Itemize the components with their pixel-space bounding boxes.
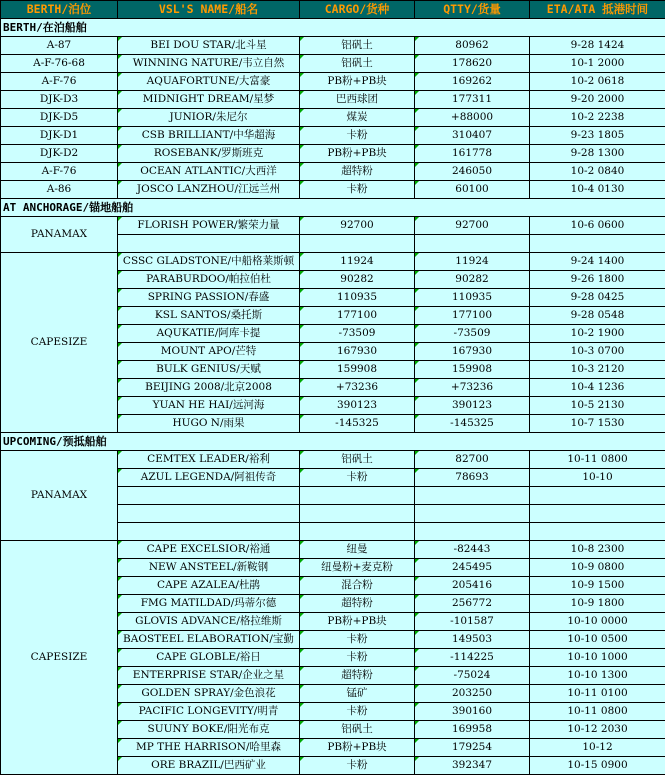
table-row	[1, 541, 665, 559]
vessel-cell[interactable]: GLOVIS ADVANCE/格拉维斯	[118, 613, 300, 631]
cargo-cell[interactable]: 混合粉	[300, 577, 415, 595]
table-row	[1, 145, 665, 163]
vessel-cell[interactable]: GOLDEN SPRAY/金色浪花	[118, 685, 300, 703]
qtty-cell[interactable]	[415, 487, 530, 505]
qtty-cell[interactable]: 177100	[415, 307, 530, 325]
vessel-cell[interactable]: SPRING PASSION/春盛	[118, 289, 300, 307]
eta-cell[interactable]: 10-2 2238	[530, 109, 665, 127]
berth-cell[interactable]: A-86	[1, 181, 118, 199]
cargo-cell[interactable]: 卡粉	[300, 703, 415, 721]
cargo-cell[interactable]: 90282	[300, 271, 415, 289]
cargo-cell[interactable]: 铝矾土	[300, 37, 415, 55]
eta-cell[interactable]: 10-11 0800	[530, 451, 665, 469]
eta-cell[interactable]: 9-26 1800	[530, 271, 665, 289]
vessel-cell[interactable]	[118, 523, 300, 541]
vessel-cell[interactable]: CAPE EXCELSIOR/裕通	[118, 541, 300, 559]
cargo-cell[interactable]: 铝矾土	[300, 451, 415, 469]
table-row	[1, 91, 665, 109]
cargo-cell[interactable]: 110935	[300, 289, 415, 307]
cargo-cell[interactable]: 超特粉	[300, 163, 415, 181]
vessel-cell[interactable]: CAPE AZALEA/杜鹃	[118, 577, 300, 595]
group-label-panamax[interactable]: PANAMAX	[1, 217, 118, 253]
table-row	[1, 451, 665, 469]
vessel-cell[interactable]: YUAN HE HAI/远河海	[118, 397, 300, 415]
section-title[interactable]: UPCOMING/预抵船舶	[1, 433, 665, 451]
vessel-cell[interactable]: JUNIOR/朱尼尔	[118, 109, 300, 127]
eta-cell[interactable]	[530, 523, 665, 541]
vessel-cell[interactable]: CSB BRILLIANT/中华超海	[118, 127, 300, 145]
eta-cell[interactable]: 10-5 2130	[530, 397, 665, 415]
cargo-cell[interactable]: +73236	[300, 379, 415, 397]
cargo-cell[interactable]	[300, 505, 415, 523]
vessel-cell[interactable]: FLORISH POWER/繁荣力量	[118, 217, 300, 235]
qtty-cell[interactable]: 11924	[415, 253, 530, 271]
group-label-panamax[interactable]: PANAMAX	[1, 451, 118, 541]
qtty-cell[interactable]: -82443	[415, 541, 530, 559]
vessel-cell[interactable]: PARABURDOO/帕拉伯杜	[118, 271, 300, 289]
vessel-cell[interactable]: CEMTEX LEADER/裕利	[118, 451, 300, 469]
col-header-cargo[interactable]: CARGO/货种	[300, 1, 415, 19]
cargo-cell[interactable]: 超特粉	[300, 595, 415, 613]
group-label-capesize[interactable]: CAPESIZE	[1, 541, 118, 775]
vessel-cell[interactable]	[118, 235, 300, 253]
vessel-cell[interactable]: ORE BRAZIL/巴西矿业	[118, 757, 300, 775]
qtty-cell[interactable]: +88000	[415, 109, 530, 127]
qtty-cell[interactable]: +73236	[415, 379, 530, 397]
qtty-cell[interactable]: 177311	[415, 91, 530, 109]
vessel-cell[interactable]: AZUL LEGENDA/阿祖传奇	[118, 469, 300, 487]
qtty-cell[interactable]: 203250	[415, 685, 530, 703]
eta-cell[interactable]: 10-12 2030	[530, 721, 665, 739]
eta-cell[interactable]: 9-28 0548	[530, 307, 665, 325]
berth-cell[interactable]: DJK-D5	[1, 109, 118, 127]
qtty-cell[interactable]: -145325	[415, 415, 530, 433]
section-row-berth	[1, 19, 665, 37]
qtty-cell[interactable]: 110935	[415, 289, 530, 307]
vessel-cell[interactable]: BEI DOU STAR/北斗星	[118, 37, 300, 55]
vessel-cell[interactable]	[118, 487, 300, 505]
eta-cell[interactable]: 10-2 1900	[530, 325, 665, 343]
eta-cell[interactable]: 10-12	[530, 739, 665, 757]
cargo-cell[interactable]	[300, 235, 415, 253]
eta-cell[interactable]: 10-10 1300	[530, 667, 665, 685]
berth-cell[interactable]: DJK-D1	[1, 127, 118, 145]
qtty-cell[interactable]: 169262	[415, 73, 530, 91]
cargo-cell[interactable]: 巴西球团	[300, 91, 415, 109]
vessel-cell[interactable]	[118, 505, 300, 523]
table-row	[1, 37, 665, 55]
eta-cell[interactable]: 10-2 0618	[530, 73, 665, 91]
table-row	[1, 109, 665, 127]
cargo-cell[interactable]: PB粉+PB块	[300, 739, 415, 757]
vessel-cell[interactable]: AQUAFORTUNE/大富豪	[118, 73, 300, 91]
eta-cell[interactable]: 10-10 0000	[530, 613, 665, 631]
cargo-cell[interactable]: 煤炭	[300, 109, 415, 127]
qtty-cell[interactable]: 82700	[415, 451, 530, 469]
eta-cell[interactable]: 10-10 0500	[530, 631, 665, 649]
vessel-cell[interactable]: KSL SANTOS/桑托斯	[118, 307, 300, 325]
eta-cell[interactable]: 10-2 0840	[530, 163, 665, 181]
qtty-cell[interactable]: 90282	[415, 271, 530, 289]
qtty-cell[interactable]: 80962	[415, 37, 530, 55]
qtty-cell[interactable]: 390160	[415, 703, 530, 721]
col-header-qtty[interactable]: QTTY/货量	[415, 1, 530, 19]
vessel-cell[interactable]: AQUKATIE/阿库卡提	[118, 325, 300, 343]
cargo-cell[interactable]: 11924	[300, 253, 415, 271]
qtty-cell[interactable]: 178620	[415, 55, 530, 73]
table-row	[1, 163, 665, 181]
table-body	[1, 1, 665, 775]
qtty-cell[interactable]	[415, 523, 530, 541]
section-row-upcoming	[1, 433, 665, 451]
eta-cell[interactable]: 10-11 0800	[530, 703, 665, 721]
qtty-cell[interactable]: 392347	[415, 757, 530, 775]
berth-cell[interactable]: A-F-76	[1, 73, 118, 91]
qtty-cell[interactable]: 60100	[415, 181, 530, 199]
cargo-cell[interactable]	[300, 523, 415, 541]
qtty-cell[interactable]: 245495	[415, 559, 530, 577]
vessel-cell[interactable]: BAOSTEEL ELABORATION/宝勤	[118, 631, 300, 649]
col-header-berth[interactable]: BERTH/泊位	[1, 1, 118, 19]
col-header-eta[interactable]: ETA/ATA 抵港时间	[530, 1, 665, 19]
eta-cell[interactable]: 10-6 0600	[530, 217, 665, 235]
qtty-cell[interactable]: -114225	[415, 649, 530, 667]
eta-cell[interactable]: 10-8 2300	[530, 541, 665, 559]
vessel-cell[interactable]: MOUNT APO/芒特	[118, 343, 300, 361]
cargo-cell[interactable]: 卡粉	[300, 757, 415, 775]
qtty-cell[interactable]: -75024	[415, 667, 530, 685]
eta-cell[interactable]: 10-10 1000	[530, 649, 665, 667]
table-row	[1, 73, 665, 91]
qtty-cell[interactable]: 169958	[415, 721, 530, 739]
cargo-cell[interactable]: 纽曼粉+麦克粉	[300, 559, 415, 577]
qtty-cell[interactable]: 246050	[415, 163, 530, 181]
vessel-cell[interactable]: BEIJING 2008/北京2008	[118, 379, 300, 397]
eta-cell[interactable]: 10-3 0700	[530, 343, 665, 361]
qtty-cell[interactable]: 179254	[415, 739, 530, 757]
eta-cell[interactable]: 10-1 2000	[530, 55, 665, 73]
qtty-cell[interactable]: 78693	[415, 469, 530, 487]
cargo-cell[interactable]: 159908	[300, 361, 415, 379]
qtty-cell[interactable]: 390123	[415, 397, 530, 415]
cargo-cell[interactable]: 卡粉	[300, 127, 415, 145]
eta-cell[interactable]: 10-9 1800	[530, 595, 665, 613]
table-row	[1, 217, 665, 235]
eta-cell[interactable]: 10-15 0900	[530, 757, 665, 775]
eta-cell[interactable]: 9-28 1424	[530, 37, 665, 55]
cargo-cell[interactable]: 卡粉	[300, 469, 415, 487]
qtty-cell[interactable]: 205416	[415, 577, 530, 595]
table-row	[1, 55, 665, 73]
eta-cell[interactable]: 10-11 0100	[530, 685, 665, 703]
berth-cell[interactable]: DJK-D2	[1, 145, 118, 163]
cargo-cell[interactable]: 超特粉	[300, 667, 415, 685]
eta-cell[interactable]	[530, 505, 665, 523]
cargo-cell[interactable]: PB粉+PB块	[300, 145, 415, 163]
eta-cell[interactable]: 10-7 1530	[530, 415, 665, 433]
eta-cell[interactable]: 9-24 1400	[530, 253, 665, 271]
table-row	[1, 253, 665, 271]
vessel-cell[interactable]: BULK GENIUS/天赋	[118, 361, 300, 379]
header-row	[1, 1, 665, 19]
eta-cell[interactable]	[530, 235, 665, 253]
table-row	[1, 127, 665, 145]
qtty-cell[interactable]: 310407	[415, 127, 530, 145]
cargo-cell[interactable]: PB粉+PB块	[300, 73, 415, 91]
eta-cell[interactable]: 10-10	[530, 469, 665, 487]
vessel-cell[interactable]: CSSC GLADSTONE/中船格莱斯顿	[118, 253, 300, 271]
table-row	[1, 181, 665, 199]
group-label-capesize[interactable]: CAPESIZE	[1, 253, 118, 433]
vessel-cell[interactable]: MP THE HARRISON/哈里森	[118, 739, 300, 757]
qtty-cell[interactable]: 167930	[415, 343, 530, 361]
berth-cell[interactable]: A-F-76-68	[1, 55, 118, 73]
cargo-cell[interactable]: 纽曼	[300, 541, 415, 559]
eta-cell[interactable]: 10-9 1500	[530, 577, 665, 595]
eta-cell[interactable]: 10-4 1236	[530, 379, 665, 397]
vessel-cell[interactable]: OCEAN ATLANTIC/大西洋	[118, 163, 300, 181]
qtty-cell[interactable]: 92700	[415, 217, 530, 235]
vessel-cell[interactable]: SUUNY BOKE/阳光布克	[118, 721, 300, 739]
cargo-cell[interactable]: 390123	[300, 397, 415, 415]
cargo-cell[interactable]: 卡粉	[300, 649, 415, 667]
vessel-cell[interactable]: JOSCO LANZHOU/江远兰州	[118, 181, 300, 199]
cargo-cell[interactable]: 卡粉	[300, 181, 415, 199]
berth-cell[interactable]: DJK-D3	[1, 91, 118, 109]
eta-cell[interactable]	[530, 487, 665, 505]
qtty-cell[interactable]: -73509	[415, 325, 530, 343]
section-row-anchorage	[1, 199, 665, 217]
cargo-cell[interactable]: 铝矾土	[300, 721, 415, 739]
vessel-cell[interactable]: HUGO N/雨果	[118, 415, 300, 433]
cargo-cell[interactable]: 铝矾土	[300, 55, 415, 73]
cargo-cell[interactable]: 167930	[300, 343, 415, 361]
cargo-cell[interactable]: -145325	[300, 415, 415, 433]
vessel-cell[interactable]: ROSEBANK/罗斯班克	[118, 145, 300, 163]
eta-cell[interactable]: 9-28 0425	[530, 289, 665, 307]
vessel-cell[interactable]: FMG MATILDAD/玛蒂尔德	[118, 595, 300, 613]
cargo-cell[interactable]: 177100	[300, 307, 415, 325]
eta-cell[interactable]: 10-3 2120	[530, 361, 665, 379]
qtty-cell[interactable]: -101587	[415, 613, 530, 631]
eta-cell[interactable]: 9-28 1300	[530, 145, 665, 163]
cargo-cell[interactable]: 92700	[300, 217, 415, 235]
qtty-cell[interactable]	[415, 235, 530, 253]
eta-cell[interactable]: 9-23 1805	[530, 127, 665, 145]
qtty-cell[interactable]: 159908	[415, 361, 530, 379]
col-header-vessel[interactable]: VSL'S NAME/船名	[118, 1, 300, 19]
vessel-cell[interactable]: NEW ANSTEEL/新鞍钢	[118, 559, 300, 577]
qtty-cell[interactable]: 161778	[415, 145, 530, 163]
vessel-cell[interactable]: ENTERPRISE STAR/企业之星	[118, 667, 300, 685]
section-title[interactable]: BERTH/在泊船舶	[1, 19, 665, 37]
qtty-cell[interactable]: 256772	[415, 595, 530, 613]
vessel-cell[interactable]: PACIFIC LONGEVITY/明青	[118, 703, 300, 721]
cargo-cell[interactable]: 锰矿	[300, 685, 415, 703]
vessel-cell[interactable]: CAPE GLOBLE/裕日	[118, 649, 300, 667]
berth-cell[interactable]: A-F-76	[1, 163, 118, 181]
eta-cell[interactable]: 10-9 0800	[530, 559, 665, 577]
eta-cell[interactable]: 9-20 2000	[530, 91, 665, 109]
berth-cell[interactable]: A-87	[1, 37, 118, 55]
cargo-cell[interactable]: PB粉+PB块	[300, 613, 415, 631]
cargo-cell[interactable]: 卡粉	[300, 631, 415, 649]
cargo-cell[interactable]: -73509	[300, 325, 415, 343]
qtty-cell[interactable]	[415, 505, 530, 523]
cargo-cell[interactable]	[300, 487, 415, 505]
vessel-cell[interactable]: WINNING NATURE/韦立自然	[118, 55, 300, 73]
qtty-cell[interactable]: 149503	[415, 631, 530, 649]
eta-cell[interactable]: 10-4 0130	[530, 181, 665, 199]
vessel-cell[interactable]: MIDNIGHT DREAM/星梦	[118, 91, 300, 109]
section-title[interactable]: AT ANCHORAGE/锚地船舶	[1, 199, 665, 217]
